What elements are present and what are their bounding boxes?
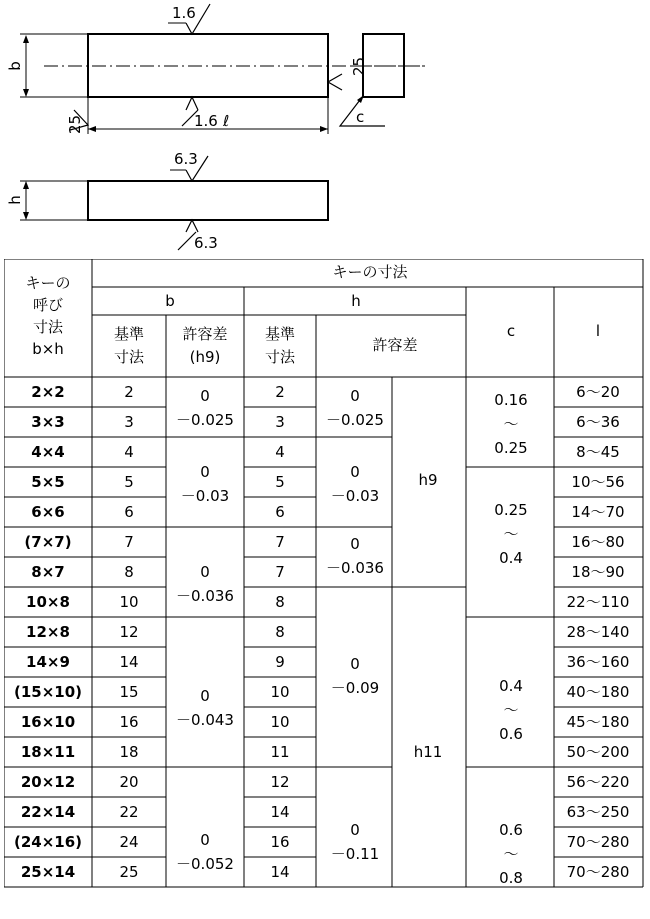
c-3-min: 0.4 [499, 677, 523, 695]
key-drawing [0, 0, 650, 260]
l-range-cell: 40～180 [566, 683, 630, 701]
roughness-bottom-symbol [186, 97, 198, 110]
h-base-cell: 4 [275, 443, 285, 461]
l-range-cell: 16～80 [571, 533, 625, 551]
b-base-cell: 22 [119, 803, 139, 821]
b-base-cell: 18 [119, 743, 139, 761]
l-range-cell: 63～250 [566, 803, 630, 821]
angle-left-value: 25 [66, 114, 84, 134]
roughness-top-value: 1.6 [172, 4, 196, 22]
l-range-cell: 50～200 [566, 743, 630, 761]
nominal-cell: 3×3 [31, 413, 65, 431]
b-tol-2-upper: 0 [200, 463, 210, 481]
l-range-cell: 6～36 [576, 413, 620, 431]
b-base-cell: 25 [119, 863, 139, 881]
nominal-cell: 25×14 [20, 863, 76, 881]
h-base-cell: 9 [275, 653, 285, 671]
header-b: b [165, 292, 175, 310]
b-tol-5-lower: －0.052 [176, 855, 234, 873]
b-base-cell: 15 [119, 683, 139, 701]
c-2-sep: ～ [503, 525, 519, 543]
length-symbol: ℓ [223, 112, 230, 130]
c-3-max: 0.6 [499, 725, 523, 743]
tol-class-h11: h11 [413, 743, 443, 761]
h-arrow-bottom [23, 212, 29, 220]
h-base-cell: 3 [275, 413, 285, 431]
b-tol-1-lower: －0.025 [176, 411, 234, 429]
l-range-cell: 22～110 [566, 593, 630, 611]
header-nominal-line2: 呼び [32, 296, 64, 314]
nominal-cell: 4×4 [31, 443, 65, 461]
b-base-cell: 24 [119, 833, 139, 851]
h-base-cell: 10 [270, 713, 290, 731]
b-tol-3-lower: －0.036 [176, 587, 234, 605]
h-tol-5-upper: 0 [350, 821, 360, 839]
header-c: c [506, 322, 516, 340]
h-arrow-top [23, 181, 29, 189]
nominal-cell: 10×8 [26, 593, 70, 611]
b-tol-1-upper: 0 [200, 387, 210, 405]
nominal-cell: (7×7) [24, 533, 72, 551]
h-base-cell: 8 [275, 593, 285, 611]
l-range-cell: 10～56 [571, 473, 625, 491]
header-b-base-line2: 寸法 [113, 348, 145, 366]
h-base-cell: 6 [275, 503, 285, 521]
nominal-cell: 6×6 [31, 503, 65, 521]
h-base-cell: 5 [275, 473, 285, 491]
h-base-cell: 16 [270, 833, 290, 851]
header-h: h [351, 292, 361, 310]
b-tol-3-upper: 0 [200, 563, 210, 581]
header-b-base-line1: 基準 [113, 325, 145, 343]
b-base-cell: 20 [119, 773, 139, 791]
h-base-cell: 11 [270, 743, 290, 761]
tol-class-h9: h9 [418, 471, 438, 489]
label-b: b [6, 61, 24, 71]
h-base-cell: 12 [270, 773, 290, 791]
l-range-cell: 18～90 [571, 563, 625, 581]
header-h-base-line2: 寸法 [264, 348, 296, 366]
b-tol-4-lower: －0.043 [176, 711, 234, 729]
l-range-cell: 8～45 [576, 443, 620, 461]
b-arrow-top [23, 35, 29, 43]
h-tol-3-upper: 0 [350, 535, 360, 553]
header-nominal-line3: 寸法 [32, 318, 64, 336]
header-h-base-line1: 基準 [264, 325, 296, 343]
header-nominal-line4: b×h [32, 340, 64, 358]
nominal-cell: (24×16) [13, 833, 83, 851]
side-roughness-bottom-value: 6.3 [194, 234, 218, 252]
nominal-cell: (15×10) [13, 683, 83, 701]
roughness-bottom-value: 1.6 [194, 112, 218, 130]
header-nominal-line1: キーの [25, 274, 71, 292]
h-base-cell: 7 [275, 533, 285, 551]
side-roughness-top-value: 6.3 [174, 150, 198, 168]
header-b-tol-line2: (h9) [189, 348, 221, 366]
c-1-min: 0.16 [494, 391, 528, 409]
h-base-cell: 10 [270, 683, 290, 701]
h-base-cell: 14 [270, 803, 290, 821]
c-4-max: 0.8 [499, 869, 523, 887]
angle-right-value: 25 [350, 56, 368, 76]
c-4-min: 0.6 [499, 821, 523, 839]
l-range-cell: 70～280 [566, 833, 630, 851]
c-1-max: 0.25 [494, 439, 528, 457]
roughness-right-symbol [328, 74, 342, 90]
h-base-cell: 7 [275, 563, 285, 581]
header-l: l [595, 322, 601, 340]
b-base-cell: 2 [124, 383, 134, 401]
h-tol-1-upper: 0 [350, 387, 360, 405]
h-base-cell: 8 [275, 623, 285, 641]
b-base-cell: 10 [119, 593, 139, 611]
l-range-cell: 28～140 [566, 623, 630, 641]
nominal-cell: 12×8 [26, 623, 70, 641]
l-range-cell: 36～160 [566, 653, 630, 671]
h-base-cell: 14 [270, 863, 290, 881]
b-arrow-bottom [23, 89, 29, 97]
h-tol-4-lower: －0.09 [330, 679, 380, 697]
table-grid [4, 259, 643, 887]
header-h-tol: 許容差 [372, 336, 418, 354]
h-tol-4-upper: 0 [350, 655, 360, 673]
h-tol-2-upper: 0 [350, 463, 360, 481]
nominal-cell: 8×7 [31, 563, 65, 581]
label-c: c [356, 108, 365, 126]
header-dims-title: キーの寸法 [332, 263, 408, 281]
b-tol-4-upper: 0 [200, 687, 210, 705]
c-2-min: 0.25 [494, 501, 528, 519]
h-base-cell: 2 [275, 383, 285, 401]
h-tol-5-lower: －0.11 [330, 845, 380, 863]
h-tol-3-lower: －0.036 [326, 559, 384, 577]
nominal-cell: 2×2 [31, 383, 65, 401]
b-tol-2-lower: －0.03 [180, 487, 230, 505]
b-base-cell: 4 [124, 443, 134, 461]
l-range-cell: 14～70 [571, 503, 625, 521]
c-1-sep: ～ [503, 415, 519, 433]
b-base-cell: 3 [124, 413, 134, 431]
l-range-cell: 70～280 [566, 863, 630, 881]
key-side-view [88, 181, 328, 220]
b-base-cell: 8 [124, 563, 134, 581]
h-tol-1-lower: －0.025 [326, 411, 384, 429]
label-h: h [6, 195, 24, 205]
b-base-cell: 12 [119, 623, 139, 641]
l-range-cell: 45～180 [566, 713, 630, 731]
l-range-cell: 56～220 [566, 773, 630, 791]
table-body [14, 383, 629, 881]
key-dimension-table [4, 259, 644, 915]
length-arrow-left [88, 126, 96, 132]
side-roughness-bottom-symbol [186, 220, 198, 232]
nominal-cell: 22×14 [20, 803, 76, 821]
h-tol-2-lower: －0.03 [330, 487, 380, 505]
nominal-cell: 14×9 [26, 653, 70, 671]
b-base-cell: 16 [119, 713, 139, 731]
c-4-sep: ～ [503, 845, 519, 863]
b-base-cell: 14 [119, 653, 139, 671]
l-range-cell: 6～20 [576, 383, 620, 401]
length-arrow-right [320, 126, 328, 132]
header-b-tol-line1: 許容差 [182, 325, 228, 343]
nominal-cell: 5×5 [31, 473, 65, 491]
nominal-cell: 16×10 [20, 713, 76, 731]
c-3-sep: ～ [503, 701, 519, 719]
b-base-cell: 5 [124, 473, 134, 491]
c-2-max: 0.4 [499, 549, 523, 567]
nominal-cell: 20×12 [20, 773, 76, 791]
b-base-cell: 6 [124, 503, 134, 521]
nominal-cell: 18×11 [20, 743, 76, 761]
b-base-cell: 7 [124, 533, 134, 551]
b-tol-5-upper: 0 [200, 831, 210, 849]
